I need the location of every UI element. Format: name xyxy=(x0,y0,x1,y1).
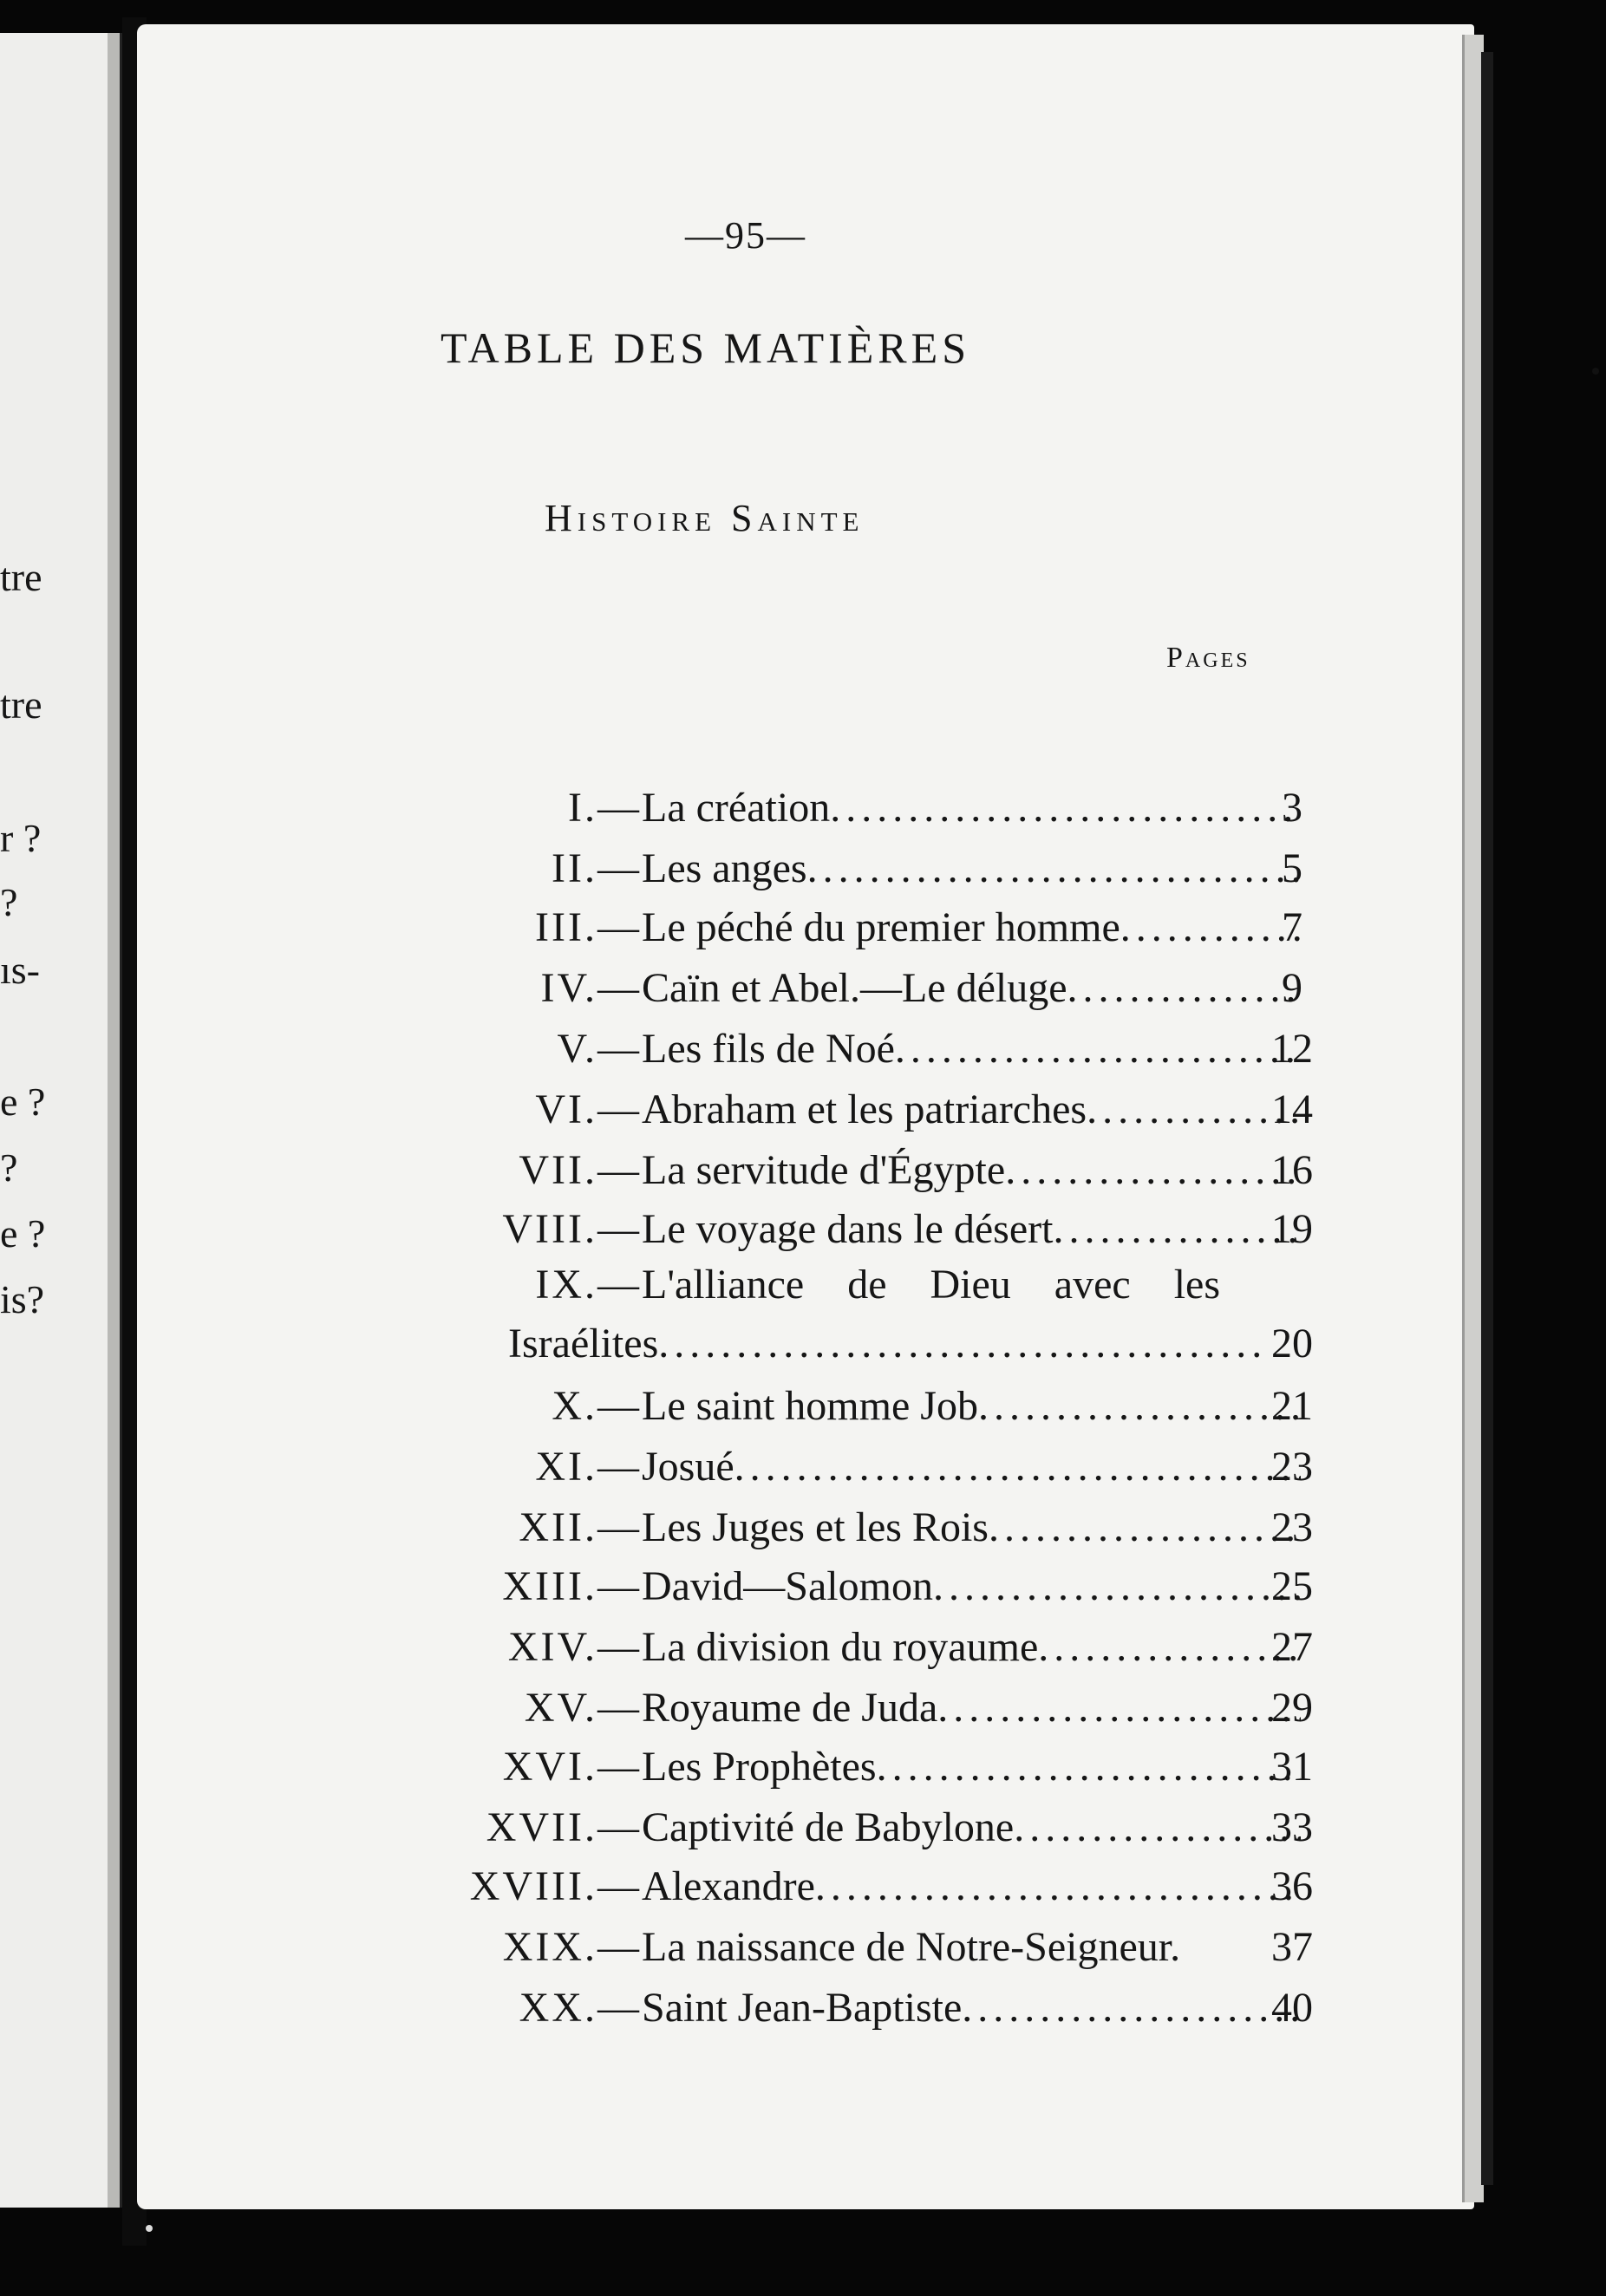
toc-page: 29 xyxy=(1271,1685,1313,1731)
toc-numeral: XVII.— xyxy=(486,1804,642,1850)
toc-title-row xyxy=(642,1984,1301,2032)
toc-page: 27 xyxy=(1271,1624,1313,1670)
toc-page: 16 xyxy=(1271,1147,1313,1193)
toc-title-row xyxy=(508,1320,1266,1367)
toc-numeral: IV.— xyxy=(540,965,642,1011)
toc-title: Le saint homme Job xyxy=(642,1383,978,1429)
page-edge-shadow xyxy=(1481,52,1493,2185)
toc-numeral: XVIII.— xyxy=(469,1863,642,1909)
toc-numeral: IX.— xyxy=(535,1262,642,1308)
toc-page: 14 xyxy=(1271,1086,1313,1132)
toc-numeral: X.— xyxy=(552,1383,642,1429)
toc-entry xyxy=(260,903,1318,959)
toc-title-row xyxy=(642,1862,1301,1910)
toc-entry xyxy=(260,1562,1318,1618)
toc-title-row xyxy=(642,1804,1301,1851)
toc-title: Captivité de Babylone xyxy=(642,1804,1015,1850)
toc-numeral: I.— xyxy=(568,785,642,831)
toc-title-row xyxy=(642,784,1301,832)
toc-entry xyxy=(260,1623,1318,1679)
dust-speck xyxy=(1592,368,1599,375)
toc-numeral: V.— xyxy=(557,1026,642,1072)
toc-numeral: XI.— xyxy=(535,1444,642,1490)
toc-title: Saint Jean-Baptiste xyxy=(642,1985,963,2031)
toc-numeral: III.— xyxy=(535,904,642,950)
toc-entry xyxy=(260,1984,1318,2039)
toc-title-row xyxy=(642,1382,1301,1430)
leader-dots xyxy=(815,1862,1301,1910)
toc-title: La création xyxy=(642,785,831,831)
toc-title-row xyxy=(642,1684,1301,1732)
leader-dots xyxy=(1038,1623,1301,1671)
toc-page: 5 xyxy=(1282,845,1302,891)
toc-numeral: XII.— xyxy=(519,1504,642,1550)
toc-title: Israélites xyxy=(508,1321,659,1367)
leader-dots xyxy=(989,1503,1301,1551)
toc-entry xyxy=(260,1086,1318,1141)
toc-title-row xyxy=(642,1443,1301,1490)
toc-numeral: XIII.— xyxy=(502,1563,642,1609)
toc-page: 33 xyxy=(1271,1804,1313,1850)
left-fragment: ıs- xyxy=(0,948,40,992)
toc-entry-continued xyxy=(260,1320,1318,1375)
toc-entry xyxy=(260,1205,1318,1261)
toc-page: 20 xyxy=(1271,1321,1313,1367)
toc-title-row xyxy=(642,1623,1301,1671)
toc-title-row xyxy=(642,1146,1301,1194)
toc-page: 40 xyxy=(1271,1985,1313,2031)
leader-dots xyxy=(1014,1804,1301,1851)
toc-title: Royaume de Juda xyxy=(642,1685,938,1731)
toc-title: David—Salomon xyxy=(642,1563,933,1609)
toc-entry xyxy=(260,1261,1318,1316)
toc-title: Les anges xyxy=(642,845,807,891)
left-fragment: tre xyxy=(0,555,42,599)
toc-entry xyxy=(260,1862,1318,1918)
toc-entry xyxy=(260,1382,1318,1438)
toc-numeral: VI.— xyxy=(535,1086,642,1132)
toc-title-row xyxy=(642,1261,1301,1308)
toc-title-row xyxy=(642,1562,1301,1610)
toc-numeral: VII.— xyxy=(519,1147,642,1193)
toc-title-row xyxy=(642,1743,1301,1790)
toc-page: 31 xyxy=(1271,1744,1313,1790)
toc-title-row xyxy=(642,1025,1301,1073)
toc-page: 23 xyxy=(1271,1504,1313,1550)
left-fragment: r ? xyxy=(0,816,42,860)
leader-dots xyxy=(877,1743,1301,1790)
leader-dots xyxy=(1005,1146,1301,1194)
toc-title-row xyxy=(642,964,1301,1012)
toc-title: La naissance de Notre-Seigneur. xyxy=(642,1924,1181,1970)
toc-title-row xyxy=(642,845,1301,892)
toc-title-row xyxy=(642,1086,1301,1133)
toc-title: L'alliance de Dieu avec les xyxy=(642,1262,1221,1308)
toc-entry xyxy=(260,1743,1318,1798)
toc-entry xyxy=(260,1684,1318,1739)
leader-dots xyxy=(962,1984,1301,2032)
toc-title-row xyxy=(642,1503,1301,1551)
toc-numeral: II.— xyxy=(552,845,642,891)
toc-title-row xyxy=(642,1923,1301,1971)
toc-title-row xyxy=(642,1205,1301,1253)
toc-numeral: VIII.— xyxy=(502,1206,642,1252)
left-fragment: e ? xyxy=(0,1211,46,1256)
leader-dots xyxy=(734,1443,1301,1490)
toc-page: 25 xyxy=(1271,1563,1313,1609)
toc-entry xyxy=(260,1025,1318,1080)
toc-page: 19 xyxy=(1271,1206,1313,1252)
toc-page: 7 xyxy=(1282,904,1302,950)
leader-dots xyxy=(1053,1205,1301,1253)
toc-title: Les Prophètes xyxy=(642,1744,877,1790)
toc-numeral: XIX.— xyxy=(502,1924,642,1970)
toc-title: Alexandre xyxy=(642,1863,815,1909)
left-fragment: e ? xyxy=(0,1080,46,1124)
toc-page: 37 xyxy=(1271,1924,1313,1970)
leader-dots xyxy=(933,1562,1301,1610)
left-fragment: tre xyxy=(0,682,42,727)
leader-dots xyxy=(895,1025,1301,1073)
toc-title: Les fils de Noé xyxy=(642,1026,895,1072)
toc-numeral: XV.— xyxy=(524,1685,642,1731)
toc-entry xyxy=(260,784,1318,839)
left-fragment: ? xyxy=(0,1145,18,1190)
section-title: Histoire Sainte xyxy=(545,497,865,539)
left-fragment: ? xyxy=(0,880,18,924)
toc-entry xyxy=(260,1804,1318,1859)
toc-page: 21 xyxy=(1271,1383,1313,1429)
leader-dots xyxy=(937,1684,1301,1732)
toc-title: La servitude d'Égypte xyxy=(642,1147,1006,1193)
left-fragment: is? xyxy=(0,1277,45,1321)
toc-numeral: XVI.— xyxy=(502,1744,642,1790)
toc-page: 9 xyxy=(1282,965,1302,1011)
leader-dots xyxy=(807,845,1301,892)
toc-title: La division du royaume xyxy=(642,1624,1039,1670)
page-number: —95— xyxy=(685,214,806,257)
toc-entry xyxy=(260,1503,1318,1559)
toc-numeral: XIV.— xyxy=(507,1624,642,1670)
toc-title: Josué xyxy=(642,1444,734,1490)
dust-speck xyxy=(146,2225,153,2232)
page-title: TABLE DES MATIÈRES xyxy=(441,323,970,372)
pages-column-label: Pages xyxy=(1166,642,1250,674)
left-page-fragment xyxy=(0,33,122,2208)
toc-title: Abraham et les patriarches xyxy=(642,1086,1087,1132)
toc-title: Le péché du premier homme xyxy=(642,904,1120,950)
leader-dots xyxy=(658,1320,1266,1367)
toc-title: Le voyage dans le désert xyxy=(642,1206,1054,1252)
toc-title: Les Juges et les Rois xyxy=(642,1504,989,1550)
left-page-edge xyxy=(108,33,120,2208)
toc-title-row xyxy=(642,903,1301,951)
leader-dots xyxy=(830,784,1301,832)
toc-page: 3 xyxy=(1282,785,1302,831)
toc-entry xyxy=(260,1146,1318,1202)
toc-numeral: XX.— xyxy=(519,1985,642,2031)
leader-dots xyxy=(978,1382,1301,1430)
toc-title: Caïn et Abel.—Le déluge xyxy=(642,965,1067,1011)
toc-entry xyxy=(260,964,1318,1020)
toc-entry xyxy=(260,845,1318,900)
toc-page: 23 xyxy=(1271,1444,1313,1490)
toc-entry xyxy=(260,1923,1318,1979)
toc-page: 12 xyxy=(1271,1026,1313,1072)
toc-entry xyxy=(260,1443,1318,1498)
toc-page: 36 xyxy=(1271,1863,1313,1909)
